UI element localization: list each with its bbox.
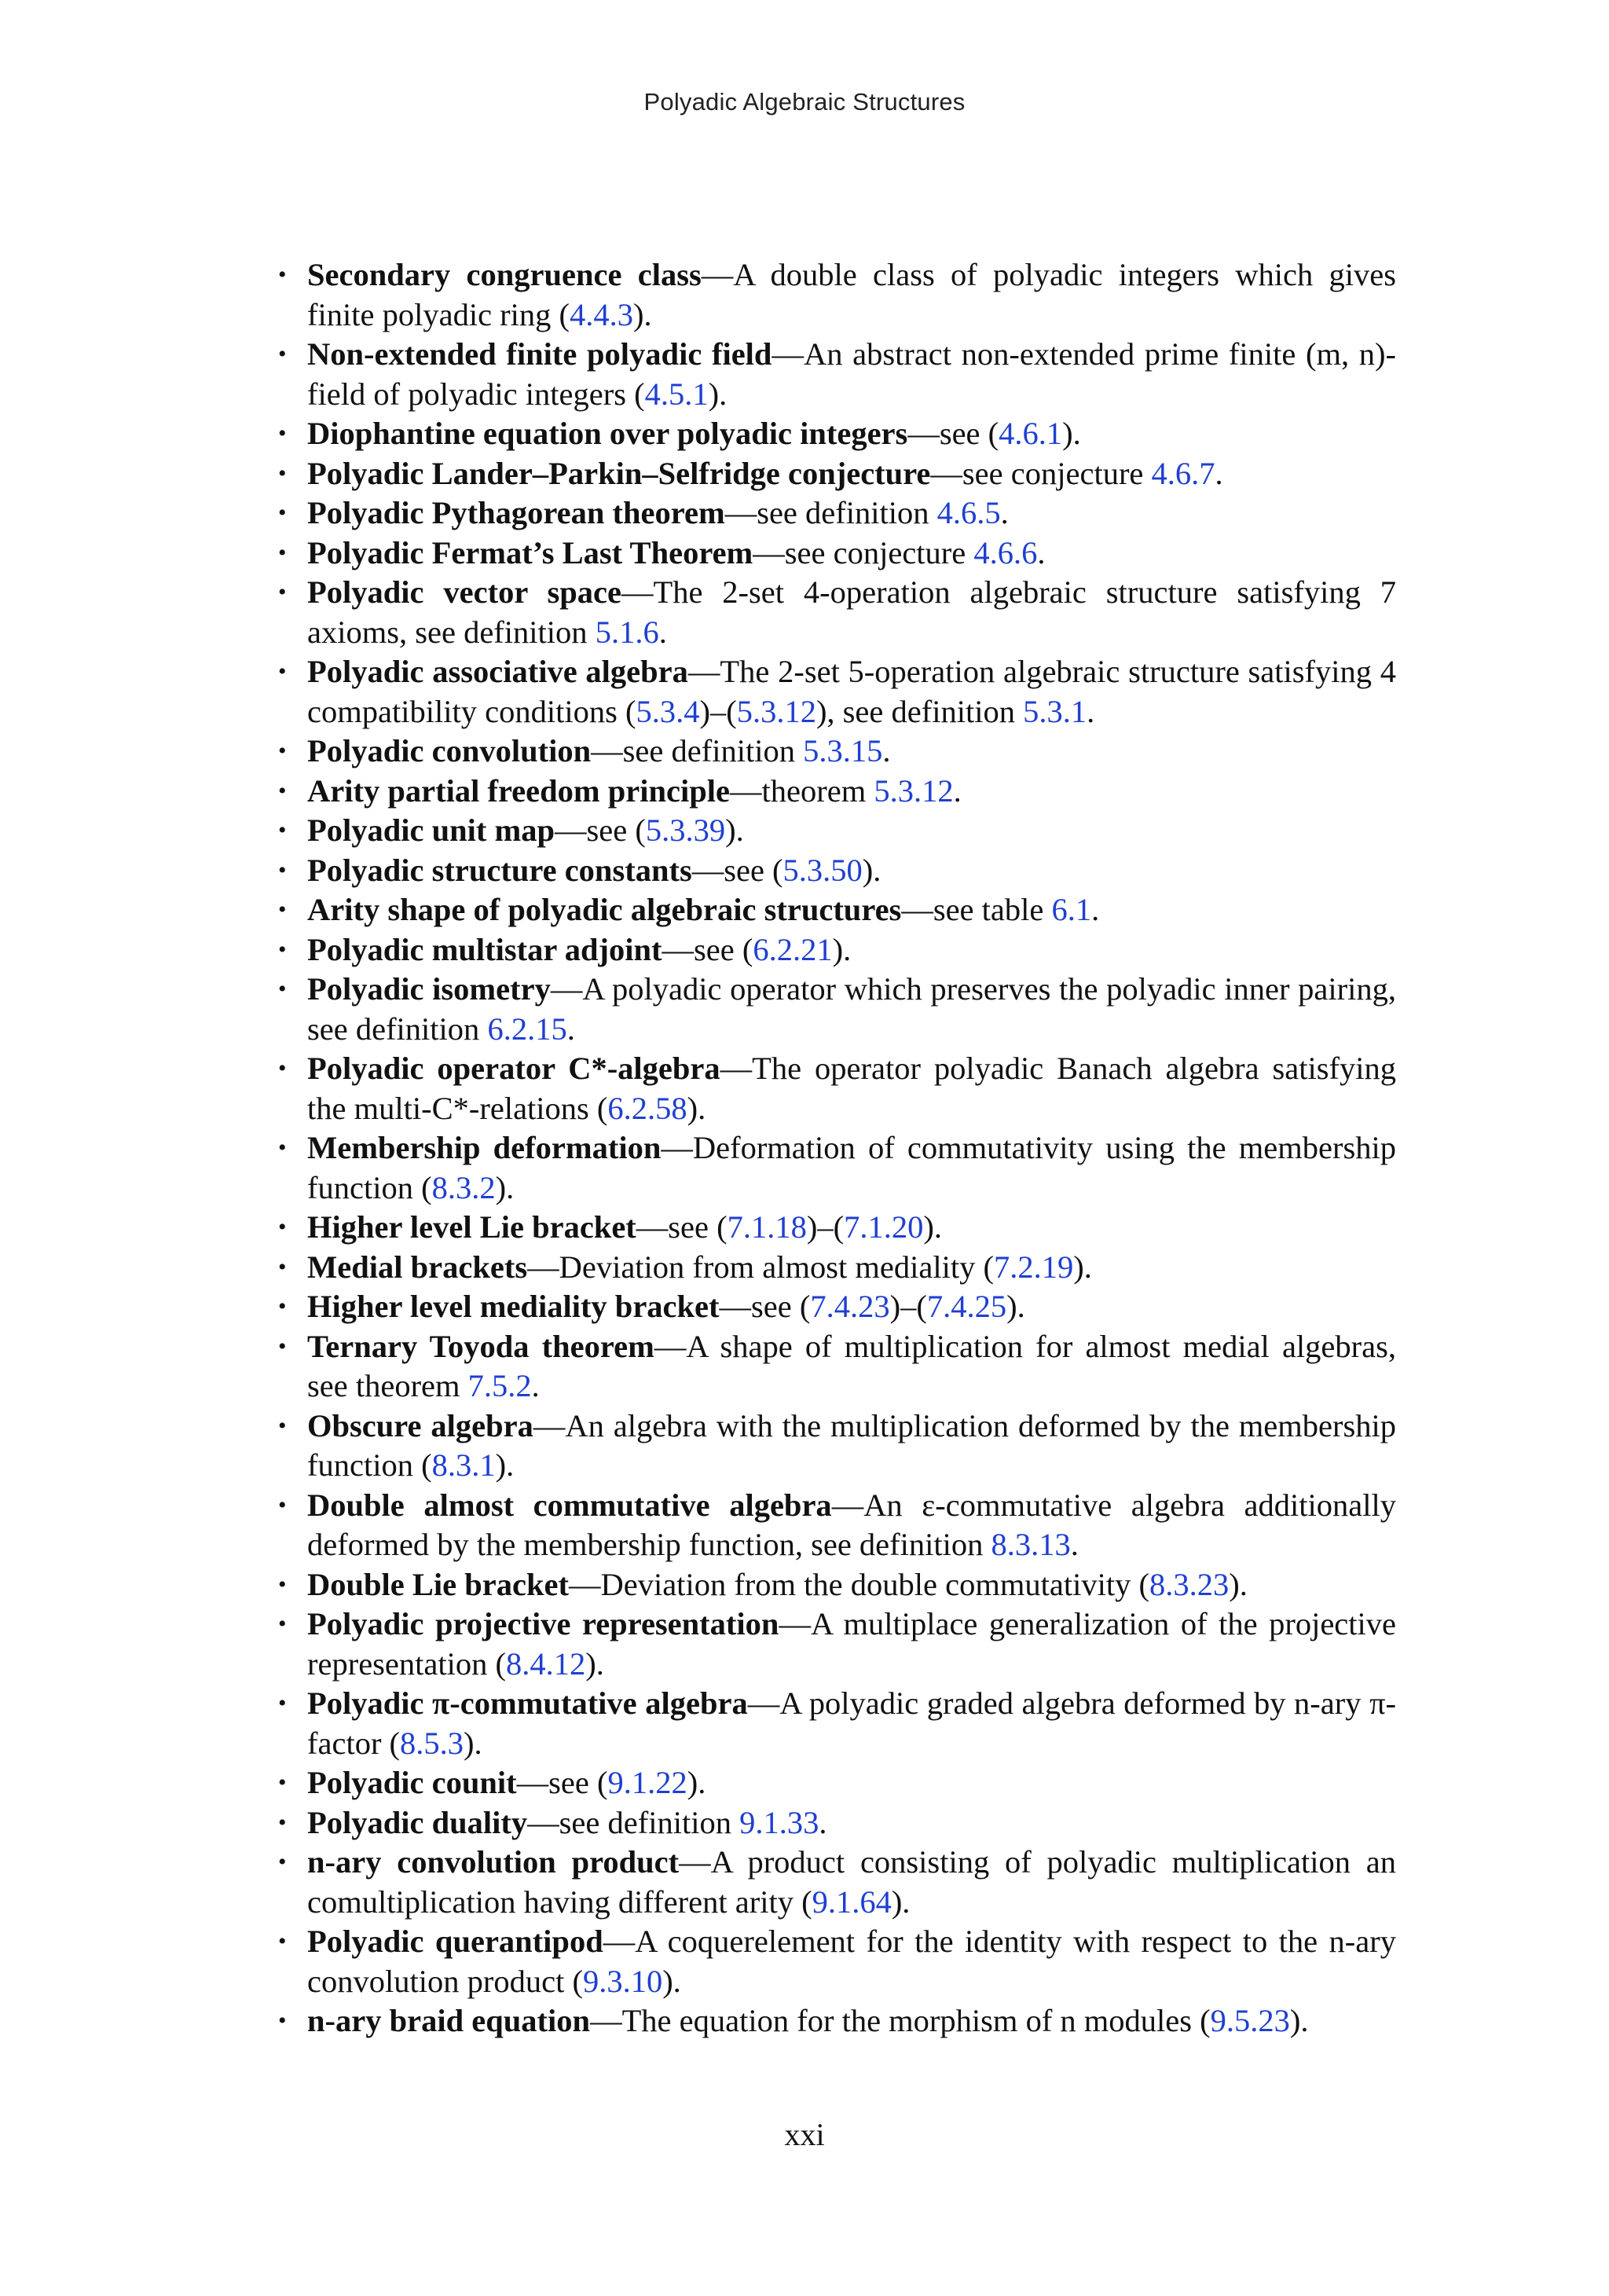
cross-reference-link[interactable]: 8.3.2 bbox=[431, 1169, 496, 1205]
bullet-icon: • bbox=[278, 1611, 287, 1637]
entry-text: —see (9.1.22). bbox=[516, 1765, 706, 1800]
entry-term: Non-extended finite polyadic field bbox=[307, 336, 772, 372]
entry-text: —The 2-set 5-operation algebraic structure satisfying 4 compatibility conditions (5.3.4)–(5.3.12), see definition 5.3.1. bbox=[307, 654, 1396, 729]
cross-reference-link[interactable]: 9.1.33 bbox=[739, 1804, 819, 1840]
cross-reference-link[interactable]: 6.2.58 bbox=[607, 1090, 687, 1126]
cross-reference-link[interactable]: 9.5.23 bbox=[1210, 2003, 1290, 2038]
cross-reference-link[interactable]: 7.4.25 bbox=[926, 1289, 1007, 1324]
list-item bbox=[278, 1049, 1396, 1128]
list-item bbox=[278, 1248, 1396, 1288]
entry-text: —see definition 5.3.15. bbox=[591, 733, 891, 768]
entry-text: —The equation for the morphism of n modules (9.5.23). bbox=[590, 2003, 1309, 2038]
entry-text: —A shape of multiplication for almost medial algebras, see theorem 7.5.2. bbox=[307, 1328, 1396, 1403]
bullet-icon: • bbox=[278, 1293, 287, 1319]
list-item bbox=[278, 652, 1396, 732]
entry-term: Arity shape of polyadic algebraic structures bbox=[307, 892, 902, 927]
bullet-icon: • bbox=[278, 1571, 287, 1597]
cross-reference-link[interactable]: 4.6.5 bbox=[936, 495, 1001, 530]
cross-reference-link[interactable]: 8.3.1 bbox=[431, 1447, 496, 1483]
entry-term: Polyadic operator C*-algebra bbox=[307, 1051, 720, 1086]
entry-text: —see conjecture 4.6.6. bbox=[753, 534, 1046, 570]
entry-text: —The operator polyadic Banach algebra satisfying the multi-C*-relations (6.2.58). bbox=[307, 1051, 1396, 1126]
list-item bbox=[278, 573, 1396, 652]
entry-term: Obscure algebra bbox=[307, 1407, 533, 1443]
cross-reference-link[interactable]: 6.2.15 bbox=[487, 1010, 567, 1047]
bullet-icon: • bbox=[278, 1849, 287, 1875]
entry-term: Polyadic projective representation bbox=[307, 1606, 779, 1641]
entry-text: —see conjecture 4.6.7. bbox=[930, 455, 1223, 491]
entry-term: Membership deformation bbox=[307, 1130, 662, 1165]
entry-term: Higher level mediality bracket bbox=[307, 1289, 720, 1324]
cross-reference-link[interactable]: 7.1.18 bbox=[727, 1209, 807, 1245]
entry-term: Polyadic associative algebra bbox=[307, 654, 688, 689]
bullet-icon: • bbox=[278, 777, 287, 804]
cross-reference-link[interactable]: 4.5.1 bbox=[644, 376, 709, 412]
list-item bbox=[278, 335, 1396, 414]
list-item bbox=[278, 534, 1396, 574]
entry-text: —see (5.3.50). bbox=[691, 852, 881, 888]
entry-text: —The 2-set 4-operation algebraic structure satisfying 7 axioms, see definition 5.1.6. bbox=[307, 574, 1396, 650]
bullet-icon: • bbox=[278, 460, 287, 486]
list-item bbox=[278, 1407, 1396, 1486]
entry-term: Diophantine equation over polyadic integers bbox=[307, 416, 908, 451]
list-item bbox=[278, 1605, 1397, 1684]
list-item bbox=[278, 1763, 1396, 1803]
entry-term: Polyadic Fermat’s Last Theorem bbox=[307, 534, 753, 570]
cross-reference-link[interactable]: 8.3.13 bbox=[991, 1527, 1071, 1562]
entry-text: —A polyadic operator which preserves the polyadic inner pairing, see definition 6.2.15. bbox=[307, 971, 1396, 1047]
bullet-icon: • bbox=[278, 658, 287, 684]
bullet-icon: • bbox=[278, 2008, 287, 2034]
entry-text: —see (6.2.21). bbox=[662, 931, 852, 967]
entry-term: Polyadic duality bbox=[307, 1804, 528, 1840]
cross-reference-link[interactable]: 5.3.39 bbox=[645, 812, 726, 848]
cross-reference-link[interactable]: 7.4.23 bbox=[810, 1289, 890, 1324]
entry-term: Polyadic querantipod bbox=[307, 1924, 603, 1959]
list-item bbox=[278, 414, 1396, 454]
bullet-icon: • bbox=[278, 1214, 287, 1240]
cross-reference-link[interactable]: 7.5.2 bbox=[467, 1368, 532, 1403]
list-item bbox=[278, 1565, 1396, 1605]
bullet-icon: • bbox=[278, 817, 287, 843]
list-item bbox=[278, 772, 1396, 812]
entry-term: Medial brackets bbox=[307, 1249, 528, 1285]
list-item bbox=[278, 1128, 1396, 1208]
cross-reference-link[interactable]: 6.1 bbox=[1051, 892, 1092, 927]
cross-reference-link[interactable]: 5.3.4 bbox=[636, 693, 700, 729]
entry-term: n-ary convolution product bbox=[307, 1844, 680, 1880]
list-item bbox=[278, 493, 1396, 534]
entry-text: —see definition 9.1.33. bbox=[527, 1804, 827, 1840]
bullet-icon: • bbox=[278, 976, 287, 1002]
entry-text: —see table 6.1. bbox=[901, 892, 1100, 927]
list-item bbox=[278, 454, 1396, 494]
entry-term: Secondary congruence class bbox=[307, 257, 702, 292]
entry-term: Polyadic counit bbox=[307, 1765, 517, 1800]
list-item bbox=[278, 1843, 1396, 1922]
entry-term: Ternary Toyoda theorem bbox=[307, 1328, 654, 1364]
cross-reference-link[interactable]: 8.5.3 bbox=[400, 1725, 464, 1761]
list-item bbox=[278, 811, 1396, 851]
cross-reference-link[interactable]: 9.1.64 bbox=[812, 1883, 892, 1920]
cross-reference-link[interactable]: 5.3.12 bbox=[736, 693, 816, 729]
entry-text: —see (7.4.23)–(7.4.25). bbox=[719, 1289, 1025, 1324]
glossary-list bbox=[278, 255, 1397, 2041]
bullet-icon: • bbox=[278, 1809, 287, 1836]
bullet-icon: • bbox=[278, 936, 287, 963]
entry-text: —see definition 4.6.5. bbox=[724, 495, 1009, 530]
list-item bbox=[278, 970, 1396, 1049]
entry-text: —A polyadic graded algebra deformed by n-ary π-factor (8.5.3). bbox=[307, 1685, 1397, 1761]
bullet-icon: • bbox=[278, 1491, 287, 1518]
entry-text: —see (5.3.39). bbox=[555, 812, 744, 848]
cross-reference-link[interactable]: 8.3.23 bbox=[1149, 1566, 1230, 1602]
entry-text: —theorem 5.3.12. bbox=[730, 772, 962, 809]
cross-reference-link[interactable]: 4.6.1 bbox=[999, 416, 1063, 451]
page-number: xxi bbox=[784, 2117, 825, 2152]
entry-term: Polyadic π-commutative algebra bbox=[307, 1685, 748, 1721]
cross-reference-link[interactable]: 5.1.6 bbox=[595, 614, 659, 650]
bullet-icon: • bbox=[278, 1928, 287, 1954]
entry-term: Double Lie bracket bbox=[307, 1566, 569, 1602]
cross-reference-link[interactable]: 5.3.15 bbox=[803, 733, 883, 768]
bullet-icon: • bbox=[278, 341, 287, 367]
list-item bbox=[278, 1684, 1397, 1763]
running-header: Polyadic Algebraic Structures bbox=[643, 88, 966, 116]
entry-text: —Deviation from the double commutativity (8.3.23). bbox=[568, 1566, 1248, 1602]
entry-term: n-ary braid equation bbox=[307, 2003, 591, 2038]
entry-text: —Deviation from almost mediality (7.2.19). bbox=[527, 1249, 1092, 1285]
entry-text: —A double class of polyadic integers which gives finite polyadic ring (4.4.3). bbox=[307, 257, 1396, 332]
bullet-icon: • bbox=[278, 856, 287, 883]
bullet-icon: • bbox=[278, 1253, 287, 1280]
entry-text: —An abstract non-extended prime finite (m, n)-field of polyadic integers (4.5.1). bbox=[307, 336, 1396, 412]
bullet-icon: • bbox=[278, 420, 287, 446]
entry-term: Polyadic multistar adjoint bbox=[307, 931, 662, 967]
list-item bbox=[278, 255, 1396, 335]
cross-reference-link[interactable]: 5.3.50 bbox=[783, 852, 863, 888]
cross-reference-link[interactable]: 4.6.7 bbox=[1151, 455, 1215, 491]
entry-term: Arity partial freedom principle bbox=[307, 772, 731, 809]
list-item bbox=[278, 1287, 1396, 1327]
bullet-icon: • bbox=[278, 1412, 287, 1439]
list-item bbox=[278, 1327, 1396, 1407]
entry-term: Polyadic Pythagorean theorem bbox=[307, 495, 725, 530]
bullet-icon: • bbox=[278, 1690, 287, 1716]
bullet-icon: • bbox=[278, 1055, 287, 1081]
entry-term: Higher level Lie bracket bbox=[307, 1209, 636, 1245]
bullet-icon: • bbox=[278, 500, 287, 526]
cross-reference-link[interactable]: 5.3.12 bbox=[874, 772, 954, 809]
cross-reference-link[interactable]: 5.3.1 bbox=[1023, 693, 1087, 729]
cross-reference-link[interactable]: 7.2.19 bbox=[993, 1249, 1074, 1285]
cross-reference-link[interactable]: 7.1.20 bbox=[844, 1209, 924, 1245]
list-item bbox=[278, 930, 1396, 970]
bullet-icon: • bbox=[278, 1770, 287, 1795]
bullet-icon: • bbox=[278, 738, 287, 764]
entry-term: Double almost commutative algebra bbox=[307, 1487, 832, 1523]
list-item bbox=[278, 890, 1396, 930]
cross-reference-link[interactable]: 9.1.22 bbox=[607, 1765, 687, 1800]
bullet-icon: • bbox=[278, 539, 287, 566]
entry-text: —A product consisting of polyadic multiplication an comultiplication having different arity (9.1.64). bbox=[307, 1844, 1396, 1920]
cross-reference-link[interactable]: 9.3.10 bbox=[582, 1963, 663, 1999]
entry-text: —see (4.6.1). bbox=[907, 416, 1081, 451]
cross-reference-link[interactable]: 4.4.3 bbox=[570, 296, 634, 332]
entry-term: Polyadic unit map bbox=[307, 812, 555, 848]
entry-text: —An algebra with the multiplication deformed by the membership function (8.3.1). bbox=[307, 1407, 1396, 1483]
entry-term: Polyadic Lander–Parkin–Selfridge conjecture bbox=[307, 455, 931, 491]
entry-term: Polyadic structure constants bbox=[307, 852, 692, 888]
entry-text: —An ε-commutative algebra additionally deformed by the membership function, see definition 8.3.13. bbox=[307, 1487, 1397, 1562]
list-item bbox=[278, 1803, 1396, 1843]
cross-reference-link[interactable]: 4.6.6 bbox=[973, 534, 1038, 570]
list-item bbox=[278, 2001, 1396, 2041]
list-item bbox=[278, 1208, 1396, 1248]
list-item bbox=[278, 732, 1396, 772]
cross-reference-link[interactable]: 8.4.12 bbox=[506, 1645, 586, 1682]
bullet-icon: • bbox=[278, 1135, 287, 1161]
bullet-icon: • bbox=[278, 262, 287, 288]
entry-text: —A coquerelement for the identity with respect to the n-ary convolution product (9.3.10). bbox=[307, 1924, 1396, 1999]
bullet-icon: • bbox=[278, 1333, 287, 1359]
list-item bbox=[278, 1922, 1396, 2001]
entry-term: Polyadic convolution bbox=[307, 733, 592, 768]
entry-text: —A multiplace generalization of the projective representation (8.4.12). bbox=[307, 1606, 1397, 1682]
list-item bbox=[278, 851, 1396, 891]
bullet-icon: • bbox=[278, 579, 287, 605]
entry-term: Polyadic vector space bbox=[307, 574, 621, 610]
entry-text: —Deformation of commutativity using the membership function (8.3.2). bbox=[307, 1130, 1396, 1205]
cross-reference-link[interactable]: 6.2.21 bbox=[753, 931, 833, 967]
list-item bbox=[278, 1486, 1397, 1565]
entry-term: Polyadic isometry bbox=[307, 971, 551, 1007]
bullet-icon: • bbox=[278, 897, 287, 922]
entry-text: —see (7.1.18)–(7.1.20). bbox=[636, 1209, 942, 1245]
